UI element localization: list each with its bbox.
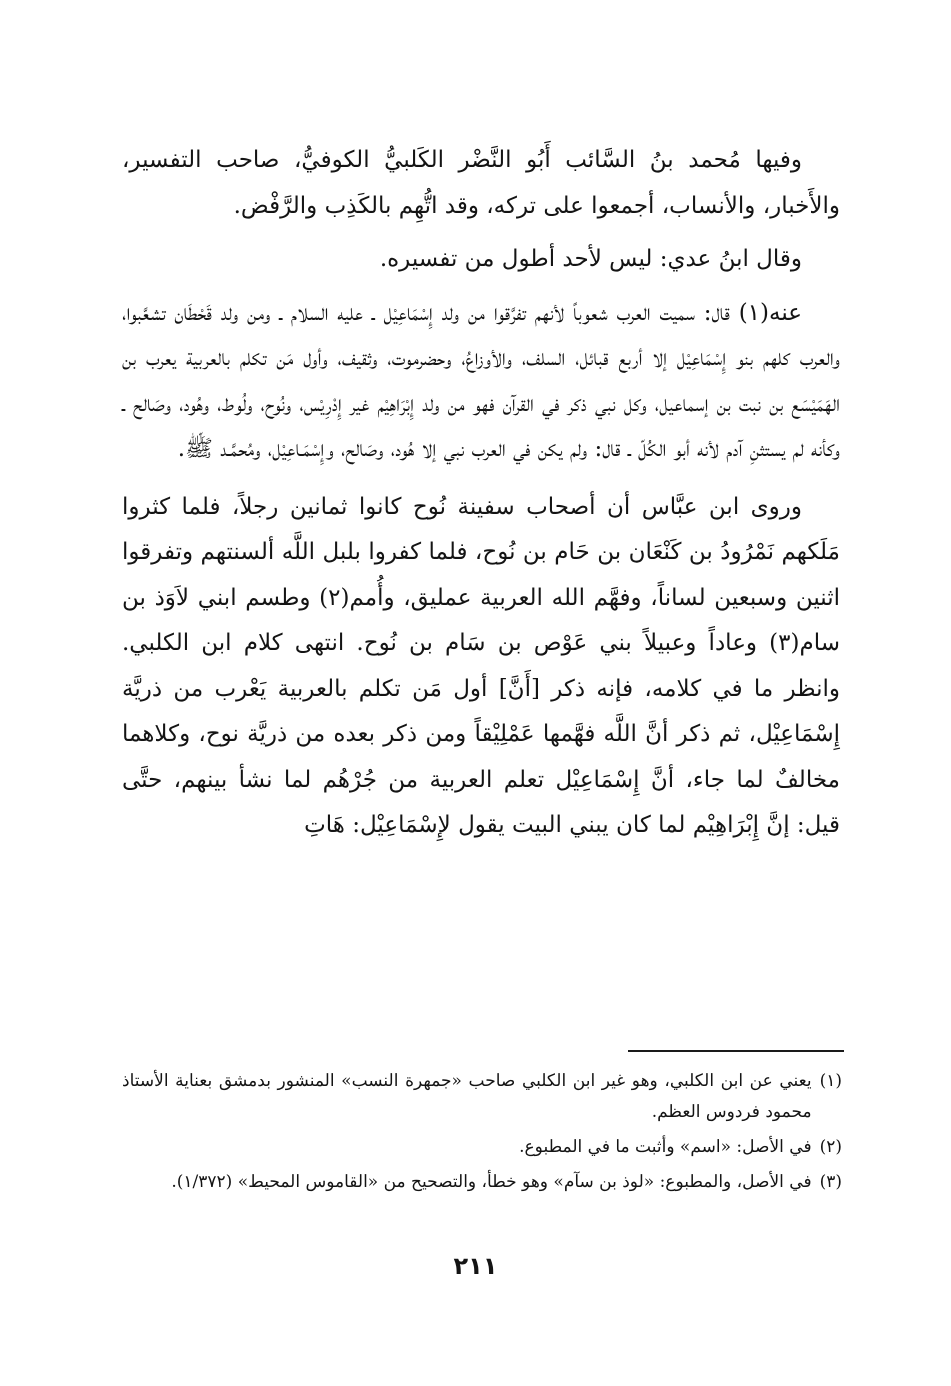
page-number: ٢١١ <box>453 1252 498 1280</box>
footnote-text: في الأصل، والمطبوع: «لوذ بن سآم» وهو خطأ، والتصحيح من «القاموس المحيط» (١/٣٧٢). <box>171 1172 812 1192</box>
footnote-text: في الأصل: «اسم» وأثبت ما في المطبوع. <box>519 1137 812 1157</box>
footnote-text: يعني عن ابن الكلبي، وهو غير ابن الكلبي صاحب «جمهرة النسب» المنشور بدمشق بعناية الأستاذ محمود فردوس العظم. <box>122 1071 812 1122</box>
paragraph-al-kalbi: وفيها مُحمد بنُ السَّائب أَبُو النَّضْر الكَلبيُّ الكوفيُّ، صاحب التفسير، والأَخبار، والأنساب، أجمعوا على تركه، وقد اتُّهِم بالكَذِب والرَّفْض. <box>122 147 840 219</box>
footnotes <box>122 1066 842 1202</box>
footnote-number: (٢) <box>819 1137 842 1157</box>
footnote-number: (٣) <box>819 1172 842 1192</box>
footnote-divider <box>628 1050 844 1052</box>
footnote-2 <box>122 1132 842 1163</box>
footnote-1 <box>122 1066 842 1128</box>
paragraph-arab-tribes: عنه(١) قال: سميت العرب شعوباً لأنهم تفرَّقوا من ولد إِسْمَاعِيْل ـ عليه السلام ـ ومن ولد قَحْطَان تشعَّبوا، والعرب كلهم بنو إِسْمَاعِيْل إلا أربع قبائل، السلف، والأوزاعُ، وحضرموت، وثقيف، وأول مَن تكلم بالعربية يعرب بن الهَمَيْسَع بن نبت بن إسماعيل، وكل نبي ذكر في القرآن فهو من ولد إِبْرَاهِيْم غير إِدْرِيْس، ونُوح، ولُوط، وهُود، وصَالح ـ وكأنه لم يستثنِ آدم لأنه أبو الكُلّ ـ قال: ولم يكن في العرب نبي إلا هُود، وصَالح، وإِسْمَـاعِيْل، ومُحمَّـد ﷺ. <box>122 299 840 462</box>
footnote-3 <box>122 1167 842 1198</box>
footnote-number: (١) <box>819 1071 842 1091</box>
main-text <box>122 138 840 849</box>
paragraph-ibn-abbas: وروى ابن عبَّاس أن أصحاب سفينة نُوح كانوا ثمانين رجلاً، فلما كثروا مَلَكهم نَمْرُودُ بن كَنْعَان بن حَام بن نُوح، فلما كفروا بلبل اللَّه ألسنتهم وتفرقوا اثنين وسبعين لساناً، وفهَّم الله العربية عمليق، وأُمم(٢) وطسم ابني لاَوَذ بن سام(٣) وعاداً وعبيلاً بني عَوْص بن سَام بن نُوح. انتهى كلام ابن الكلبي. وانظر ما في كلامه، فإنه ذكر [أَنَّ] أول مَن تكلم بالعربية يَعْرب من ذريَّة إِسْمَاعِيْل، ثم ذكر أنَّ اللَّه فهَّمها عَمْلِيْقاً ومن ذكر بعده من ذريَّة نوح، وكلاهما مخالفٌ لما جاء، أنَّ إِسْمَاعِيْل تعلم العربية من جُرْهُم لما نشأ بينهم، حتَّى قيل: إنَّ إِبْرَاهِيْم لما كان يبني البيت يقول لإِسْمَاعِيْل: هَاتِ <box>122 493 841 838</box>
paragraph-ibn-adi: وقال ابنُ عدي: ليس لأحد أطول من تفسيره. <box>379 246 802 272</box>
